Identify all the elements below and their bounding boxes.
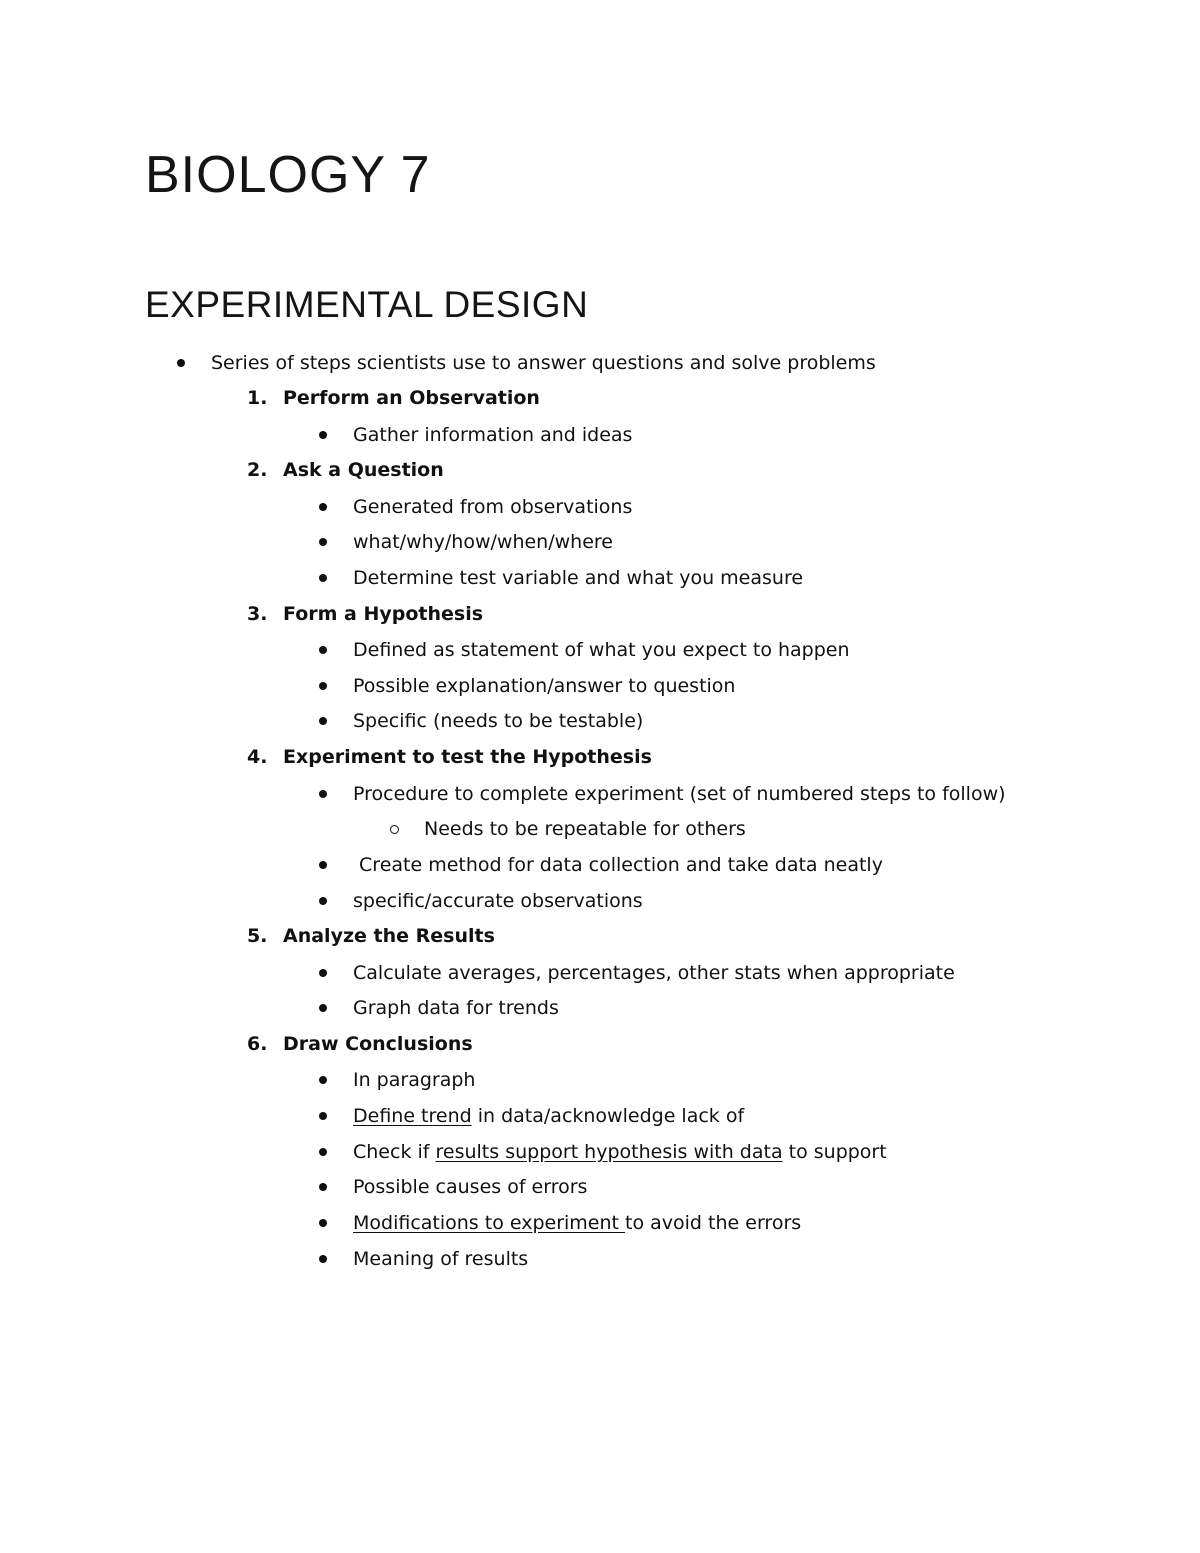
list-item: what/why/how/when/where [353, 531, 613, 553]
bullet-icon [319, 969, 327, 977]
bullet-icon [319, 717, 327, 725]
bullet-icon [319, 538, 327, 546]
section-heading: EXPERIMENTAL DESIGN [145, 284, 589, 325]
list-item: Possible causes of errors [353, 1176, 588, 1198]
list-item: Specific (needs to be testable) [353, 710, 644, 732]
underlined-text: Modifications to experiment [353, 1212, 626, 1234]
bullet-icon [319, 1004, 327, 1012]
list-item [353, 1210, 801, 1236]
step-label: Experiment to test the Hypothesis [283, 746, 652, 768]
step-label: Form a Hypothesis [283, 603, 484, 625]
bullet-icon [319, 1112, 327, 1120]
step-label: Draw Conclusions [283, 1033, 473, 1055]
intro-text: Series of steps scientists use to answer questions and solve problems [211, 352, 876, 374]
list-item: Determine test variable and what you measure [353, 567, 804, 589]
step-number: 1. [247, 387, 268, 409]
hollow-bullet-icon [390, 825, 399, 834]
list-item: Possible explanation/answer to question [353, 675, 736, 697]
item-text: Check if [353, 1141, 436, 1163]
bullet-icon [319, 431, 327, 439]
bullet-icon [319, 1219, 327, 1227]
step-label: Ask a Question [283, 459, 444, 481]
list-item: Gather information and ideas [353, 424, 633, 446]
item-text: to avoid the errors [625, 1212, 802, 1234]
item-text: to support [782, 1141, 887, 1163]
list-item: Meaning of results [353, 1248, 529, 1270]
bullet-icon [319, 1076, 327, 1084]
bullet-icon [319, 1183, 327, 1191]
list-item: Procedure to complete experiment (set of numbered steps to follow) [353, 783, 1006, 805]
list-item: Create method for data collection and take data neatly [353, 854, 883, 876]
bullet-icon [319, 503, 327, 511]
step-number: 5. [247, 925, 268, 947]
bullet-icon [319, 682, 327, 690]
bullet-icon [319, 1148, 327, 1156]
underlined-text: results support hypothesis with data [435, 1141, 783, 1163]
bullet-icon [319, 646, 327, 654]
bullet-icon [177, 359, 185, 367]
page-title: BIOLOGY 7 [145, 146, 431, 204]
list-item: Needs to be repeatable for others [424, 818, 746, 840]
list-item: specific/accurate observations [353, 890, 643, 912]
list-item [353, 1103, 744, 1129]
bullet-icon [319, 1255, 327, 1263]
list-item: In paragraph [353, 1069, 476, 1091]
step-label: Analyze the Results [283, 925, 495, 947]
step-number: 3. [247, 603, 268, 625]
bullet-icon [319, 574, 327, 582]
bullet-icon [319, 790, 327, 798]
bullet-icon [319, 897, 327, 905]
step-number: 4. [247, 746, 268, 768]
list-item: Defined as statement of what you expect to happen [353, 639, 850, 661]
underlined-text: Define trend [353, 1105, 472, 1127]
step-number: 2. [247, 459, 268, 481]
step-label: Perform an Observation [283, 387, 540, 409]
item-text: in data/acknowledge lack of [471, 1105, 745, 1127]
list-item: Generated from observations [353, 496, 633, 518]
list-item: Graph data for trends [353, 997, 559, 1019]
bullet-icon [319, 861, 327, 869]
step-number: 6. [247, 1033, 268, 1055]
list-item [353, 1139, 887, 1165]
list-item: Calculate averages, percentages, other stats when appropriate [353, 962, 955, 984]
